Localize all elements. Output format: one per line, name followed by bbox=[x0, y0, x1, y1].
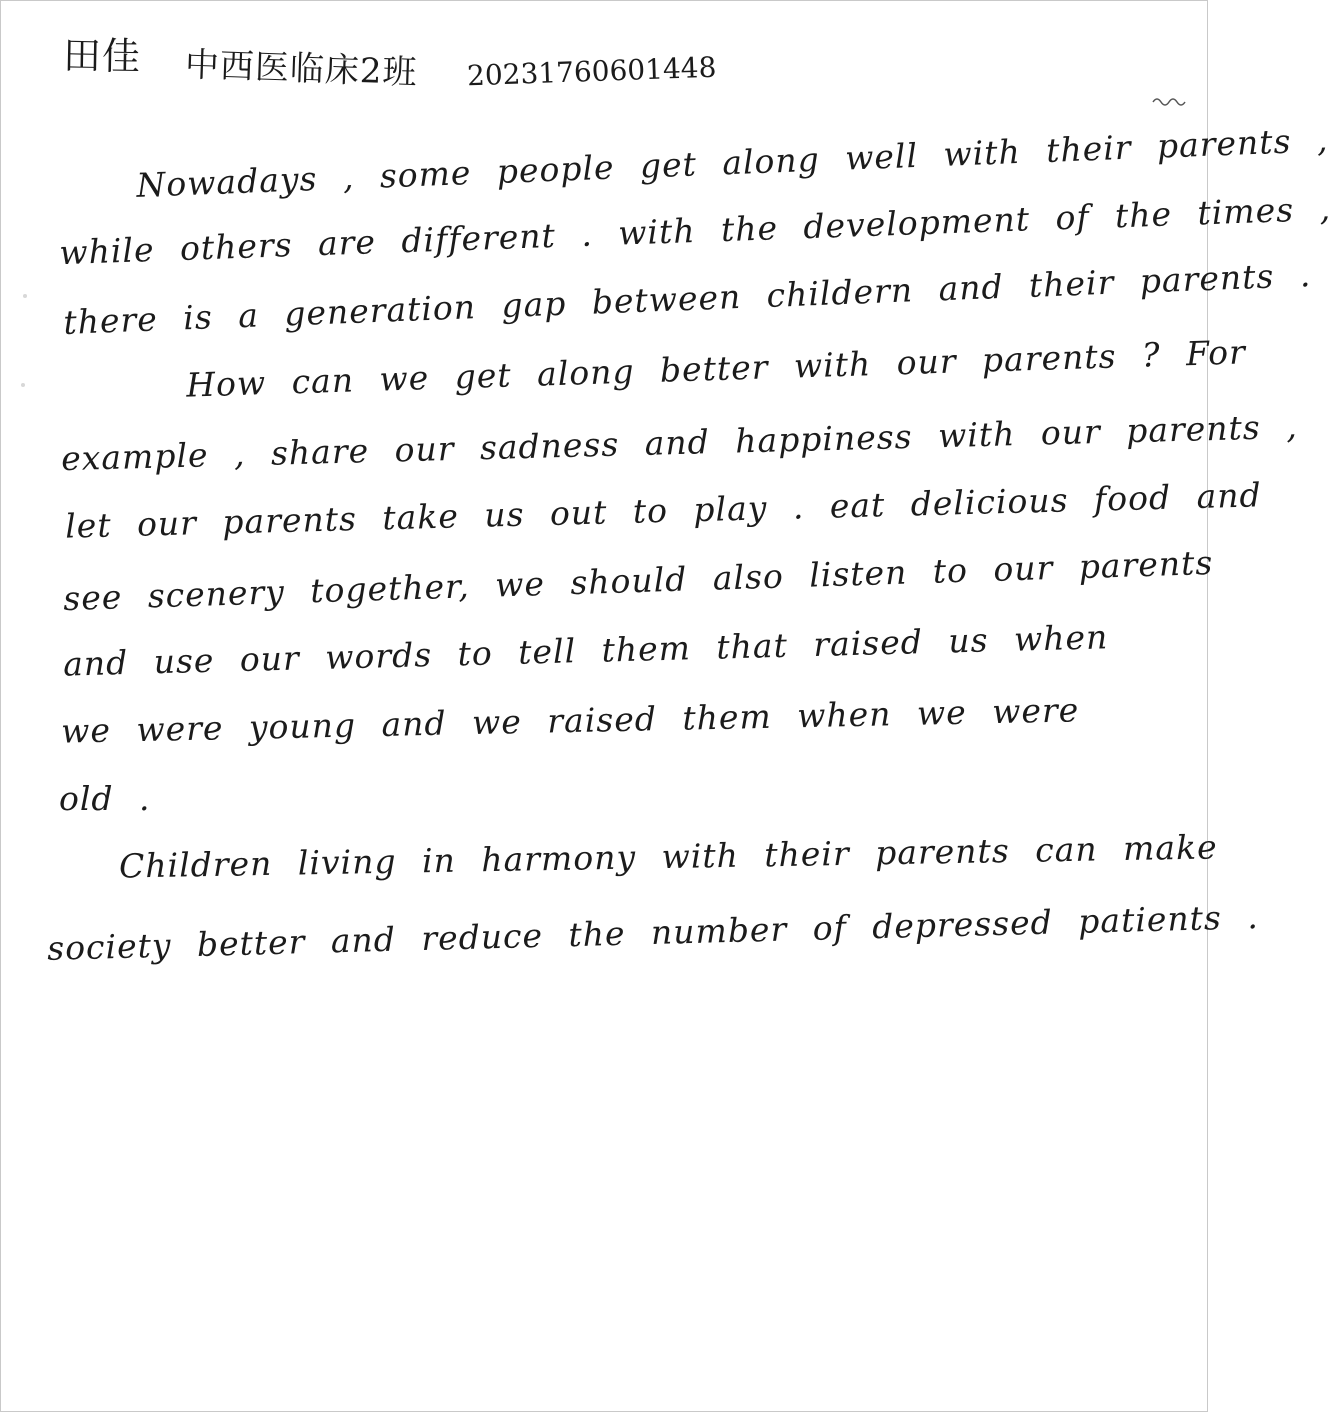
scribble-mark bbox=[1151, 93, 1189, 109]
essay-line-12: society better and reduce the number of depressed patients . bbox=[46, 897, 1260, 968]
essay-line-4: How can we get along better with our parents ? For bbox=[185, 332, 1247, 405]
paper-speck bbox=[21, 383, 25, 387]
class-name: 中西医临床2班 bbox=[184, 44, 419, 94]
essay-line-6: let our parents take us out to play . eat delicious food and bbox=[64, 475, 1263, 546]
essay-line-7: see scenery together, we should also listen to our parents bbox=[62, 542, 1214, 619]
essay-line-3: there is a generation gap between childern and their parents . bbox=[62, 255, 1312, 342]
essay-line-10: old . bbox=[59, 779, 151, 818]
student-id: 20231760601448 bbox=[466, 50, 717, 93]
essay-line-8: and use our words to tell them that raised us when bbox=[62, 617, 1109, 684]
essay-line-11: Children living in harmony with their parents can make bbox=[118, 827, 1218, 886]
paper-speck bbox=[23, 294, 27, 298]
essay-line-1: Nowadays , some people get along well with their parents , bbox=[135, 120, 1330, 205]
student-name: 田佳 bbox=[62, 33, 142, 79]
essay-line-9: we were young and we raised them when we were bbox=[60, 690, 1080, 751]
essay-line-2: while others are different . with the development of the times , bbox=[58, 188, 1332, 273]
essay-line-5: example , share our sadness and happiness with our parents , bbox=[60, 406, 1299, 479]
